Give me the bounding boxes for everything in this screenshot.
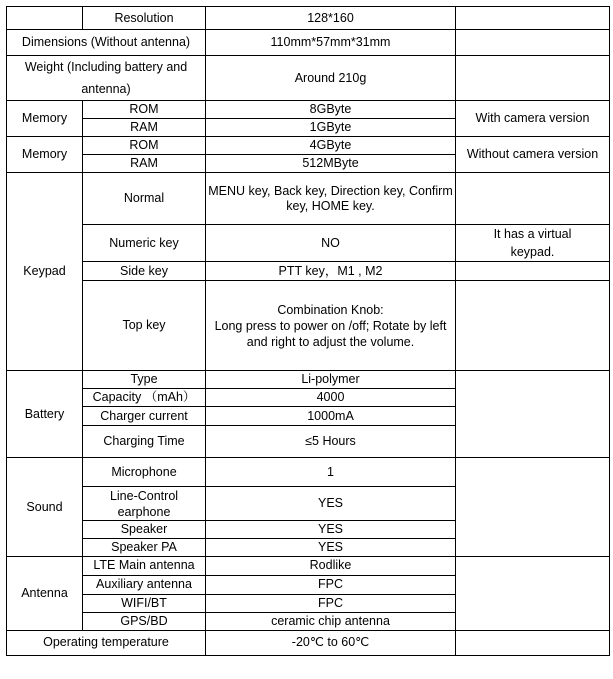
antenna-gps-value: ceramic chip antenna	[206, 612, 456, 630]
battery-charging-value: ≤5 Hours	[206, 426, 456, 458]
table-row	[7, 371, 610, 389]
table-row	[7, 30, 610, 56]
table-row	[7, 101, 610, 119]
keypad-numeric-label: Numeric key	[83, 225, 206, 262]
sound-pa-value: YES	[206, 539, 456, 557]
sound-line-label: Line-Control earphone	[83, 487, 206, 521]
memory-group-label: Memory	[7, 101, 83, 137]
empty-cell	[456, 173, 610, 225]
table-row	[7, 56, 610, 101]
battery-charger-label: Charger current	[83, 407, 206, 426]
keypad-top-line2: Long press to power on /off; Rotate by left and right to adjust the volume.	[214, 318, 447, 349]
table-row	[7, 630, 610, 655]
table-row	[7, 281, 610, 371]
dimensions-label: Dimensions (Without antenna)	[7, 30, 206, 56]
antenna-gps-label: GPS/BD	[83, 612, 206, 630]
empty-cell	[456, 30, 610, 56]
battery-charging-label: Charging Time	[83, 426, 206, 458]
temperature-value: -20℃ to 60℃	[206, 630, 456, 655]
spec-table	[6, 6, 610, 656]
keypad-group-label: Keypad	[7, 173, 83, 371]
battery-capacity-label: Capacity （mAh）	[83, 389, 206, 407]
sound-pa-label: Speaker PA	[83, 539, 206, 557]
battery-charger-value: 1000mA	[206, 407, 456, 426]
keypad-normal-label: Normal	[83, 173, 206, 225]
memory-group-label: Memory	[7, 137, 83, 173]
empty-cell	[456, 7, 610, 30]
table-row	[7, 458, 610, 487]
battery-capacity-value: 4000	[206, 389, 456, 407]
ram-value: 512MByte	[206, 155, 456, 173]
sound-mic-label: Microphone	[83, 458, 206, 487]
sound-speaker-label: Speaker	[83, 521, 206, 539]
memory-note: Without camera version	[456, 137, 610, 173]
table-row	[7, 262, 610, 281]
rom-label: ROM	[83, 101, 206, 119]
sound-line-value: YES	[206, 487, 456, 521]
table-row	[7, 7, 610, 30]
rom-value: 4GByte	[206, 137, 456, 155]
antenna-lte-label: LTE Main antenna	[83, 556, 206, 575]
empty-cell	[456, 281, 610, 371]
keypad-side-value: PTT key，M1 , M2	[206, 262, 456, 281]
empty-cell	[456, 371, 610, 458]
battery-type-value: Li-polymer	[206, 371, 456, 389]
keypad-top-label: Top key	[83, 281, 206, 371]
keypad-top-value	[206, 281, 456, 371]
table-row	[7, 225, 610, 262]
memory-note: With camera version	[456, 101, 610, 137]
table-row	[7, 556, 610, 575]
table-row	[7, 173, 610, 225]
rom-value: 8GByte	[206, 101, 456, 119]
temperature-label: Operating temperature	[7, 630, 206, 655]
keypad-numeric-note: It has a virtual keypad.	[456, 225, 610, 262]
antenna-wifi-label: WIFI/BT	[83, 594, 206, 612]
keypad-side-label: Side key	[83, 262, 206, 281]
ram-value: 1GByte	[206, 119, 456, 137]
empty-cell	[456, 556, 610, 630]
antenna-group-label: Antenna	[7, 556, 83, 630]
empty-cell	[456, 56, 610, 101]
weight-value: Around 210g	[206, 56, 456, 101]
empty-cell	[7, 7, 83, 30]
antenna-aux-label: Auxiliary antenna	[83, 575, 206, 594]
sound-speaker-value: YES	[206, 521, 456, 539]
sound-mic-value: 1	[206, 458, 456, 487]
resolution-value: 128*160	[206, 7, 456, 30]
keypad-top-line1: Combination Knob:	[277, 302, 384, 317]
resolution-label: Resolution	[83, 7, 206, 30]
antenna-lte-value: Rodlike	[206, 556, 456, 575]
sound-group-label: Sound	[7, 458, 83, 557]
dimensions-value: 110mm*57mm*31mm	[206, 30, 456, 56]
rom-label: ROM	[83, 137, 206, 155]
ram-label: RAM	[83, 155, 206, 173]
ram-label: RAM	[83, 119, 206, 137]
battery-group-label: Battery	[7, 371, 83, 458]
antenna-aux-value: FPC	[206, 575, 456, 594]
empty-cell	[456, 630, 610, 655]
empty-cell	[456, 262, 610, 281]
weight-label: Weight (Including battery and antenna)	[7, 56, 206, 101]
battery-type-label: Type	[83, 371, 206, 389]
antenna-wifi-value: FPC	[206, 594, 456, 612]
keypad-numeric-value: NO	[206, 225, 456, 262]
empty-cell	[456, 458, 610, 557]
table-row	[7, 137, 610, 155]
keypad-normal-value: MENU key, Back key, Direction key, Confirm key, HOME key.	[206, 173, 456, 225]
